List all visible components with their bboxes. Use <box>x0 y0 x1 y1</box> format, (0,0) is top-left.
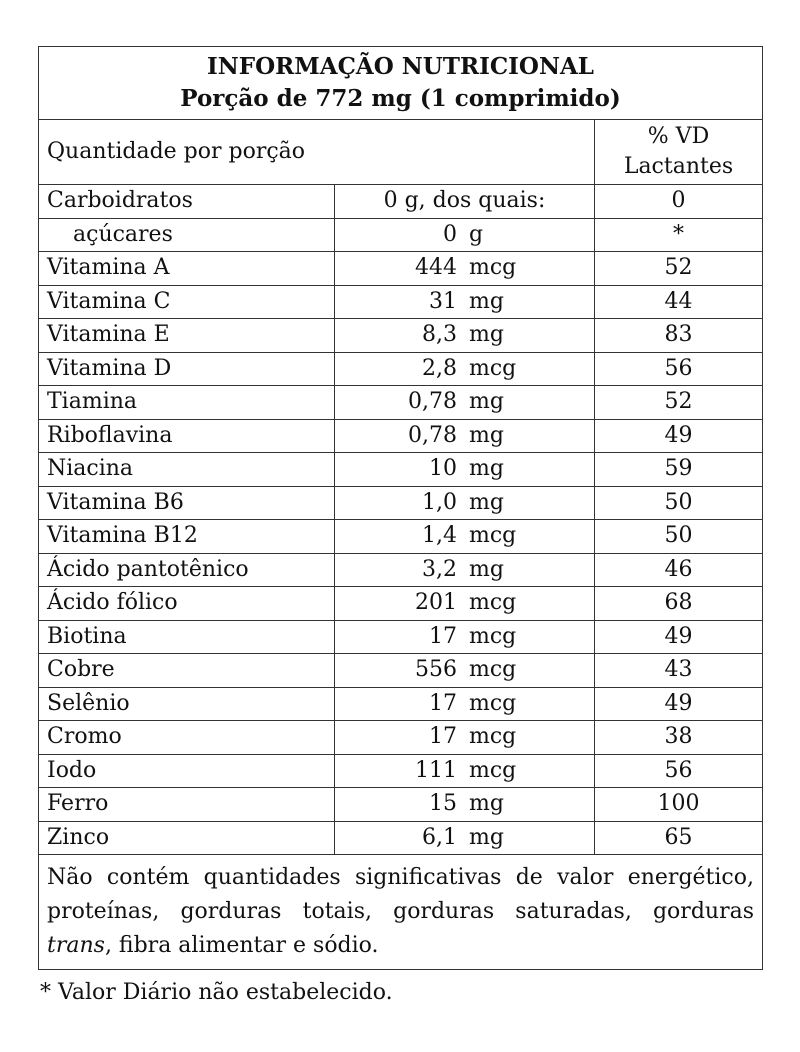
nutrient-amount-unit: mg <box>469 422 504 448</box>
nutrient-daily-value: 49 <box>595 687 763 721</box>
table-row <box>39 218 763 252</box>
nutrient-amount-value: 17 <box>429 690 457 716</box>
table-row <box>39 185 763 219</box>
table-row <box>39 620 763 654</box>
nutrient-name: Carboidratos <box>39 185 335 219</box>
nutrient-amount <box>335 386 595 420</box>
nutrient-amount-unit: mcg <box>469 690 517 716</box>
table-title: INFORMAÇÃO NUTRICIONAL <box>207 53 594 80</box>
nutrient-name: Vitamina D <box>39 352 335 386</box>
nutrient-daily-value: 83 <box>595 319 763 353</box>
table-row <box>39 788 763 822</box>
table-row <box>39 721 763 755</box>
nutrient-amount <box>335 721 595 755</box>
nutrition-facts-panel <box>38 46 762 970</box>
table-row <box>39 252 763 286</box>
nutrient-amount-unit: mg <box>469 456 504 482</box>
disclaimer-note <box>39 855 763 970</box>
nutrient-amount-unit: mcg <box>469 355 517 381</box>
nutrient-amount-text: 0 g, dos quais: <box>383 188 546 214</box>
table-row <box>39 754 763 788</box>
nutrient-amount-value: 0,78 <box>408 422 457 448</box>
footnote: * Valor Diário não estabelecido. <box>40 980 393 1005</box>
nutrient-amount-value: 2,8 <box>422 355 457 381</box>
table-row <box>39 285 763 319</box>
nutrient-name: Vitamina B12 <box>39 520 335 554</box>
nutrient-name: Vitamina C <box>39 285 335 319</box>
nutrient-daily-value: 43 <box>595 654 763 688</box>
table-row <box>39 319 763 353</box>
nutrient-amount-value: 556 <box>415 657 457 683</box>
serving-size: Porção de 772 mg (1 comprimido) <box>180 85 621 112</box>
nutrient-amount-value: 8,3 <box>422 322 457 348</box>
nutrient-amount <box>335 218 595 252</box>
nutrient-amount-unit: mg <box>469 288 504 314</box>
table-row <box>39 587 763 621</box>
nutrient-amount-value: 17 <box>429 724 457 750</box>
nutrient-amount-value: 1,0 <box>422 489 457 515</box>
nutrient-daily-value: 56 <box>595 754 763 788</box>
nutrient-amount <box>335 821 595 855</box>
disclaimer-italic-text: trans <box>47 933 105 958</box>
table-row <box>39 352 763 386</box>
nutrient-daily-value: 44 <box>595 285 763 319</box>
nutrient-amount-unit: mcg <box>469 523 517 549</box>
nutrient-amount-value: 3,2 <box>422 556 457 582</box>
table-row <box>39 419 763 453</box>
nutrient-name: Vitamina B6 <box>39 486 335 520</box>
disclaimer-text: Não contém quantidades significativas de valor energético, proteínas, gorduras totais, gorduras saturadas, gorduras <box>47 865 754 924</box>
nutrient-amount-unit: mg <box>469 556 504 582</box>
nutrient-name: Vitamina A <box>39 252 335 286</box>
daily-value-header <box>595 120 763 185</box>
daily-value-header-line1: % VD <box>647 124 710 149</box>
nutrient-name: Riboflavina <box>39 419 335 453</box>
nutrient-amount <box>335 520 595 554</box>
nutrient-amount-value: 0,78 <box>408 389 457 415</box>
nutrient-amount <box>335 419 595 453</box>
nutrient-amount-value: 31 <box>429 288 457 314</box>
table-row <box>39 687 763 721</box>
nutrient-amount-value: 15 <box>429 791 457 817</box>
nutrient-daily-value: 50 <box>595 520 763 554</box>
nutrient-daily-value: 68 <box>595 587 763 621</box>
nutrient-amount-value: 10 <box>429 456 457 482</box>
nutrient-amount <box>335 788 595 822</box>
nutrient-daily-value: 0 <box>595 185 763 219</box>
nutrient-amount-value: 6,1 <box>422 824 457 850</box>
nutrient-name: Niacina <box>39 453 335 487</box>
nutrient-name: Cromo <box>39 721 335 755</box>
nutrient-name: Tiamina <box>39 386 335 420</box>
nutrient-amount <box>335 654 595 688</box>
nutrient-amount-unit: mcg <box>469 590 517 616</box>
quantity-per-serving-header: Quantidade por porção <box>39 120 595 185</box>
nutrition-table <box>38 46 763 970</box>
nutrient-amount <box>335 486 595 520</box>
table-row <box>39 520 763 554</box>
nutrient-amount <box>335 185 595 219</box>
nutrient-name: Iodo <box>39 754 335 788</box>
daily-value-header-line2: Lactantes <box>623 154 734 179</box>
nutrient-amount-value: 1,4 <box>422 523 457 549</box>
nutrient-daily-value: 38 <box>595 721 763 755</box>
nutrient-amount-unit: mcg <box>469 757 517 783</box>
nutrient-amount <box>335 453 595 487</box>
nutrient-amount <box>335 319 595 353</box>
nutrient-name: Vitamina E <box>39 319 335 353</box>
table-title-cell <box>39 47 763 120</box>
nutrient-amount-unit: mg <box>469 322 504 348</box>
nutrient-daily-value: * <box>595 218 763 252</box>
table-row <box>39 486 763 520</box>
nutrient-daily-value: 100 <box>595 788 763 822</box>
table-row <box>39 386 763 420</box>
nutrient-amount-value: 0 <box>443 221 457 247</box>
nutrient-amount <box>335 620 595 654</box>
nutrient-amount-unit: mg <box>469 489 504 515</box>
nutrient-amount-unit: mg <box>469 389 504 415</box>
nutrient-daily-value: 52 <box>595 386 763 420</box>
nutrient-amount-value: 17 <box>429 623 457 649</box>
nutrient-amount-unit: mcg <box>469 657 517 683</box>
nutrient-name: Cobre <box>39 654 335 688</box>
table-row <box>39 553 763 587</box>
nutrient-daily-value: 56 <box>595 352 763 386</box>
nutrient-amount <box>335 687 595 721</box>
table-row <box>39 453 763 487</box>
table-row <box>39 821 763 855</box>
nutrient-daily-value: 65 <box>595 821 763 855</box>
nutrient-name: açúcares <box>39 218 335 252</box>
nutrient-amount-value: 444 <box>415 255 457 281</box>
nutrient-name: Selênio <box>39 687 335 721</box>
nutrient-amount-unit: mcg <box>469 623 517 649</box>
nutrient-amount-value: 201 <box>415 590 457 616</box>
nutrient-daily-value: 49 <box>595 620 763 654</box>
nutrient-daily-value: 46 <box>595 553 763 587</box>
nutrient-amount <box>335 352 595 386</box>
nutrient-name: Ácido pantotênico <box>39 553 335 587</box>
nutrient-amount-unit: mcg <box>469 724 517 750</box>
nutrient-name: Zinco <box>39 821 335 855</box>
nutrient-amount <box>335 285 595 319</box>
nutrient-daily-value: 52 <box>595 252 763 286</box>
nutrient-amount <box>335 252 595 286</box>
nutrient-name: Ferro <box>39 788 335 822</box>
nutrient-daily-value: 59 <box>595 453 763 487</box>
nutrient-amount-unit: mg <box>469 791 504 817</box>
nutrient-amount <box>335 754 595 788</box>
nutrient-amount <box>335 587 595 621</box>
nutrient-amount-unit: mg <box>469 824 504 850</box>
disclaimer-text-end: , fibra alimentar e sódio. <box>104 933 379 958</box>
nutrient-amount-value: 111 <box>415 757 457 783</box>
nutrient-amount-unit: g <box>469 221 484 247</box>
nutrient-amount-unit: mcg <box>469 255 517 281</box>
nutrient-amount <box>335 553 595 587</box>
table-row <box>39 654 763 688</box>
nutrient-name: Ácido fólico <box>39 587 335 621</box>
nutrient-name: Biotina <box>39 620 335 654</box>
nutrient-daily-value: 49 <box>595 419 763 453</box>
nutrient-daily-value: 50 <box>595 486 763 520</box>
